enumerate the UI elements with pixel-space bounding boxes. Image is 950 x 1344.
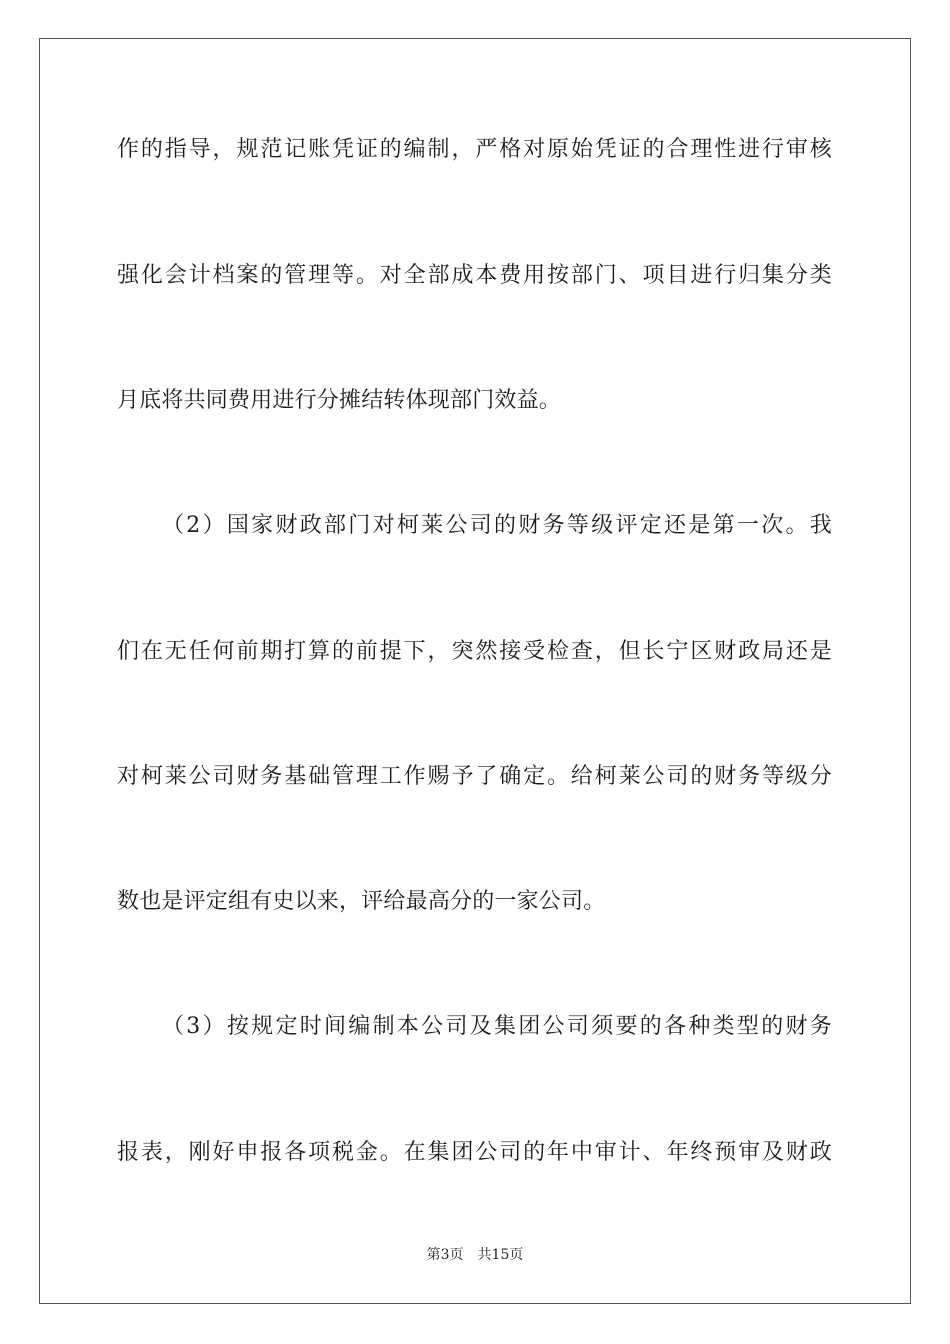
paragraph-line: 强化会计档案的管理等。对全部成本费用按部门、项目进行归集分类 xyxy=(117,263,832,288)
page-number: 第3页 xyxy=(426,1247,464,1263)
paragraph-line: 数也是评定组有史以来，评给最高分的一家公司。 xyxy=(117,889,606,914)
paragraph-line: 对柯莱公司财务基础管理工作赐予了确定。给柯莱公司的财务等级分 xyxy=(117,764,832,789)
paragraph-line: （2）国家财政部门对柯莱公司的财务等级评定还是第一次。我 xyxy=(162,513,832,538)
paragraph-line: 作的指导，规范记账凭证的编制，严格对原始凭证的合理性进行审核 xyxy=(117,137,832,162)
page-border xyxy=(39,38,911,1304)
paragraph-line: 们在无任何前期打算的前提下，突然接受检查，但长宁区财政局还是 xyxy=(117,639,832,664)
paragraph-line: 报表，刚好申报各项税金。在集团公司的年中审计、年终预审及财政 xyxy=(117,1140,832,1165)
page-footer xyxy=(0,1244,950,1264)
paragraph-line: （3）按规定时间编制本公司及集团公司须要的各种类型的财务 xyxy=(162,1014,832,1039)
paragraph-line: 月底将共同费用进行分摊结转体现部门效益。 xyxy=(117,388,562,413)
page-total: 共15页 xyxy=(477,1247,524,1263)
